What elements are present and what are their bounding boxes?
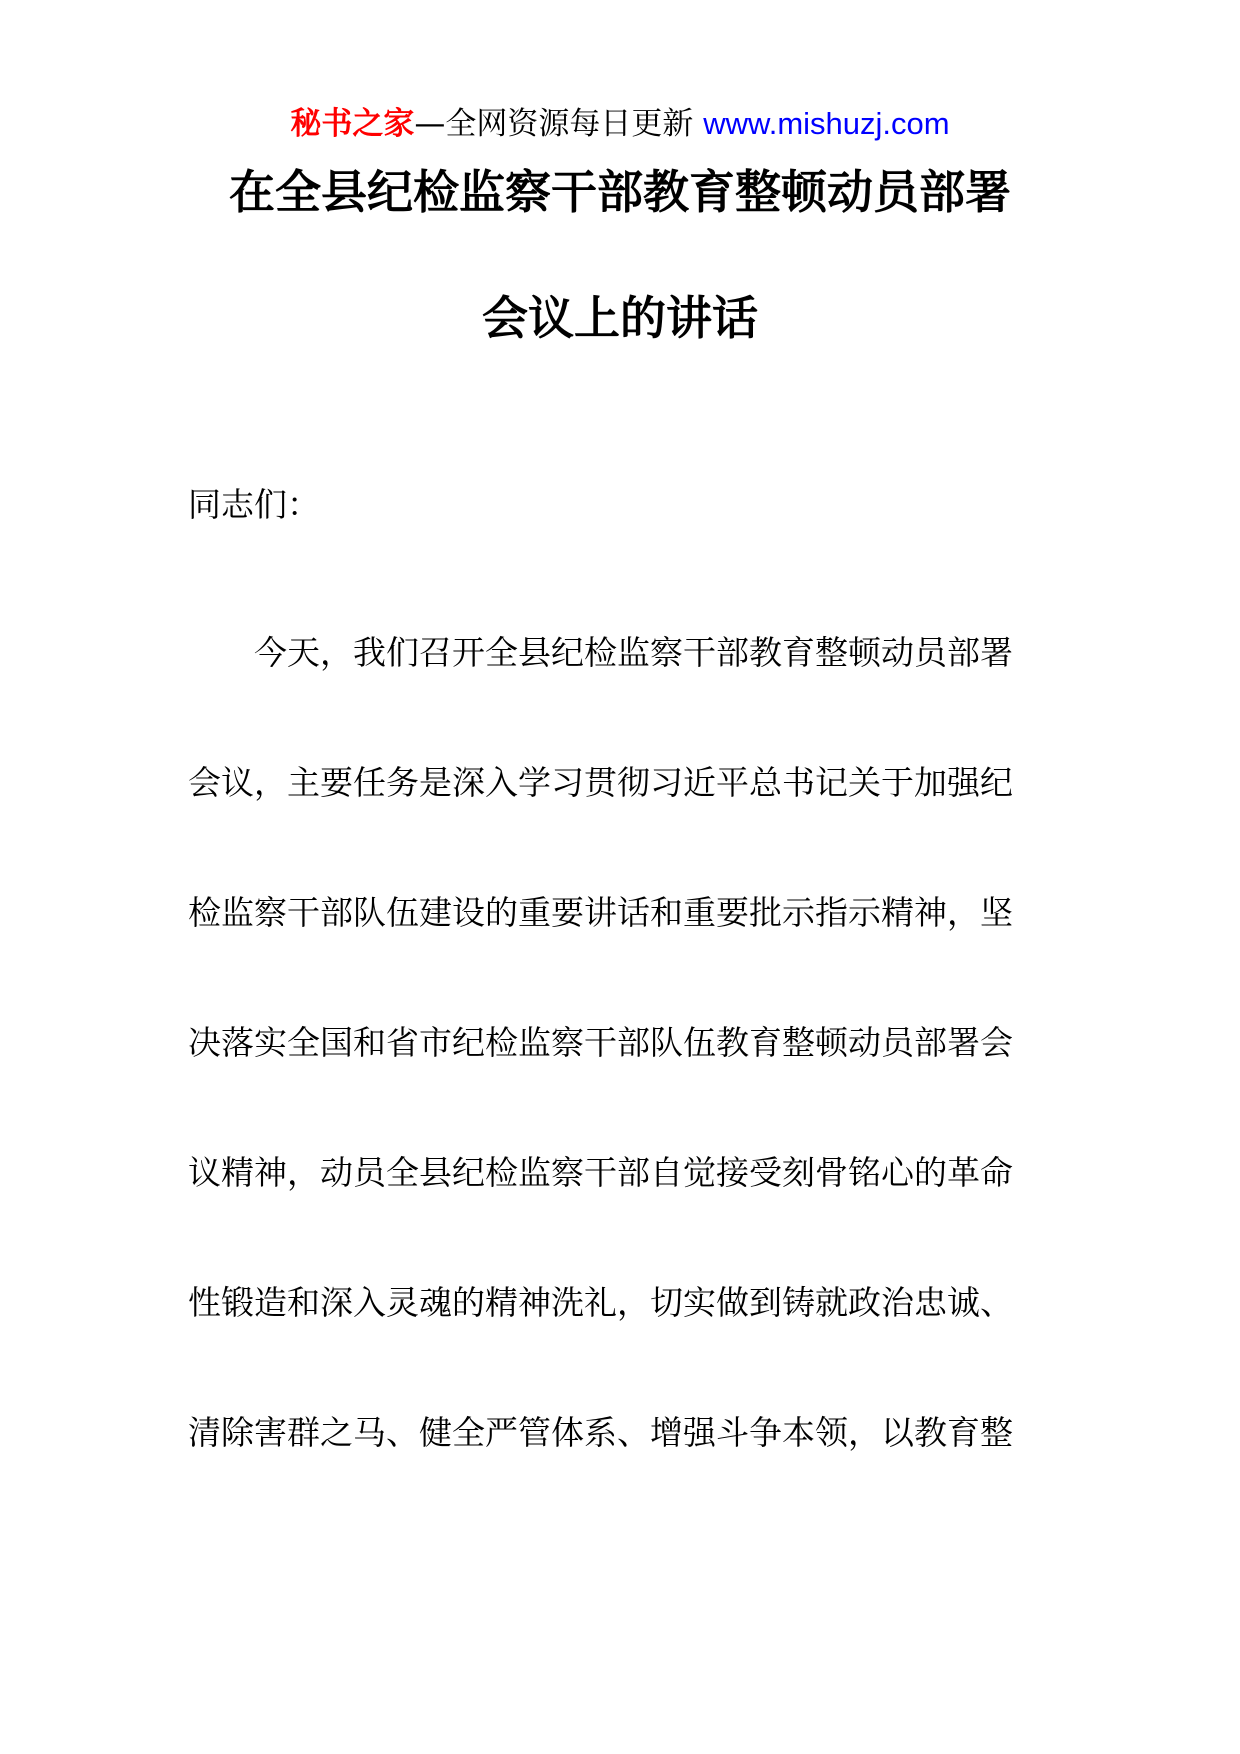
salutation: 同志们：: [188, 485, 320, 524]
document-title-line-2: 会议上的讲话: [482, 291, 758, 345]
paragraph-line: 议精神，动员全县纪检监察干部自觉接受刻骨铭心的革命: [188, 1153, 1013, 1192]
header-tagline: —全网资源每日更新: [414, 106, 704, 142]
paragraph-line: 性锻造和深入灵魂的精神洗礼，切实做到铸就政治忠诚、: [188, 1283, 1013, 1322]
paragraph-line: 今天，我们召开全县纪检监察干部教育整顿动员部署: [254, 633, 1013, 672]
paragraph-line: 会议，主要任务是深入学习贯彻习近平总书记关于加强纪: [188, 763, 1013, 802]
document-title-line-1: 在全县纪检监察干部教育整顿动员部署: [229, 165, 1011, 219]
paragraph-line: 清除害群之马、健全严管体系、增强斗争本领，以教育整: [188, 1413, 1013, 1452]
site-url[interactable]: www.mishuzj.com: [703, 106, 950, 141]
paragraph-line: 检监察干部队伍建设的重要讲话和重要批示指示精神，坚: [188, 893, 1013, 932]
site-header: [0, 100, 1240, 148]
body-paragraph: [188, 626, 1028, 1536]
brand-name: 秘书之家: [290, 106, 415, 142]
paragraph-line: 决落实全国和省市纪检监察干部队伍教育整顿动员部署会: [188, 1023, 1013, 1062]
